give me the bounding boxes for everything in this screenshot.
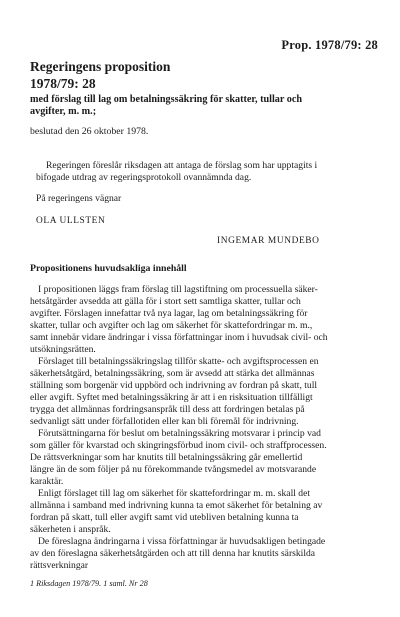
body-line: avgifter. Förslagen innefattar två nya lagar, lag om betalningssäkring för	[30, 308, 308, 319]
body-line: sedvanligt sätt under förfallotiden eller kan bli föremål för indrivning.	[30, 416, 299, 427]
body-line: rättsverkningar	[30, 560, 89, 571]
body-line: fordran på skatt, tull eller avgift samt vid utebliven betalning kunna ta	[30, 512, 299, 523]
body-line: De föreslagna ändringarna i vissa författningar är huvudsakligen betingade	[38, 536, 326, 547]
body-line: karaktär.	[30, 476, 64, 487]
on-behalf-text: På regeringens vägnar	[36, 193, 122, 204]
section-heading: Propositionens huvudsakliga innehåll	[30, 263, 187, 274]
body-line: Förutsättningarna för beslut om betalningssäkring motsvarar i princip vad	[38, 428, 321, 439]
body-line: trygga det allmännas fordringsanspråk till dess att fordringen betalas på	[30, 404, 305, 415]
body-line: skatter, tullar och avgifter och lag om säkerhet för skattefordringar m. m.,	[30, 320, 313, 331]
document-title: Regeringens proposition	[30, 59, 171, 74]
page-footer: 1 Riksdagen 1978/79. 1 saml. Nr 28	[30, 579, 148, 588]
decision-date: beslutad den 26 oktober 1978.	[30, 126, 149, 137]
signature-left: OLA ULLSTEN	[36, 216, 106, 226]
subtitle-line: avgifter, m. m.;	[30, 106, 97, 117]
body-line: av den föreslagna säkerhetsåtgärden och att till denna har knutits särskilda	[30, 548, 316, 559]
intro-line: bifogade utdrag av regeringsprotokoll ovannämnda dag.	[36, 172, 252, 183]
body-line: hetsåtgärder avsedda att gälla för i stort sett samtliga skatter, tullar och	[30, 296, 301, 307]
proposition-number: 1978/79: 28	[30, 76, 96, 91]
body-line: Förslaget till betalningssäkringslag tillför skatte- och avgiftsprocessen en	[38, 356, 319, 367]
body-line: samt innebär vidare ändringar i vissa författningar inom i huvudsak civil- och	[30, 332, 328, 343]
body-line: säkerheten i anspråk.	[30, 524, 111, 535]
intro-line: Regeringen föreslår riksdagen att antaga de förslag som har upptagits i	[46, 160, 318, 171]
body-line: utsökningsrätten.	[30, 344, 96, 355]
body-line: De rättsverkningar som har knutits till betalningssäkring går emellertid	[30, 452, 303, 463]
body-line: säkerhetsåtgärd, betalningssäkring, som är avsedd att stärka det allmännas	[30, 368, 315, 379]
body-line: eller avgift. Syftet med betalningssäkring är att i en risksituation tillfälligt	[30, 392, 313, 403]
body-line: I propositionen läggs fram förslag till lagstiftning om processuella säker-	[38, 284, 318, 295]
subtitle-line: med förslag till lag om betalningssäkring för skatter, tullar och	[30, 94, 303, 105]
body-line: Enligt förslaget till lag om säkerhet för skattefordringar m. m. skall det	[38, 488, 311, 499]
body-line: allmänna i samband med indrivning kunna ta emot säkerhet för betalning av	[30, 500, 323, 511]
body-line: längre än de som följer på nu förekommande tvångsmedel av motsvarande	[30, 464, 317, 475]
body-line: som gäller för kvarstad och skingringsförbud inom civil- och straffprocessen.	[30, 440, 327, 451]
signature-right: INGEMAR MUNDEBO	[217, 236, 320, 246]
body-line: ställning som borgenär vid uppbörd och indrivning av fordran på skatt, tull	[30, 380, 318, 391]
proposition-reference: Prop. 1978/79: 28	[281, 38, 378, 52]
